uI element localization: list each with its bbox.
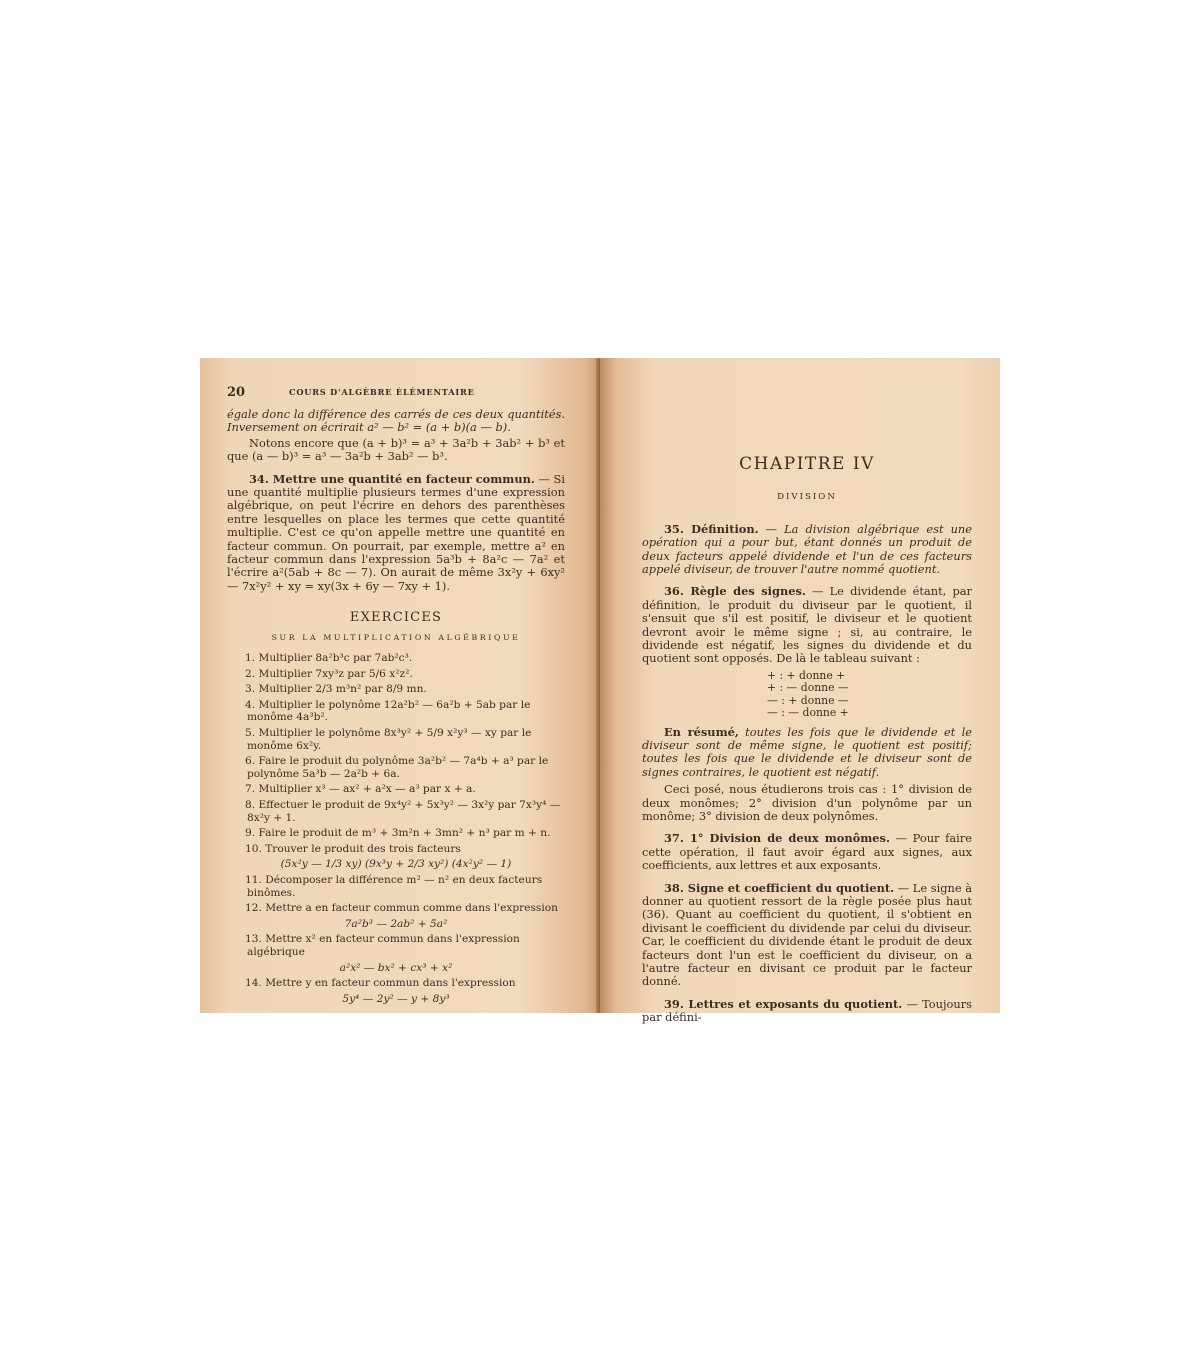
section-35	[642, 523, 972, 577]
exercise-list	[227, 652, 565, 1005]
sign-rule: — : + donne —	[767, 693, 849, 707]
section-heading: 35. Définition.	[664, 521, 759, 536]
exercise-item: 5. Multiplier le polynôme 8x³y² + 5/9 x²y³ — xy par le monôme 6x²y.	[245, 727, 532, 752]
left-page	[200, 358, 600, 1013]
summary-text: toutes les fois que le dividende et le diviseur sont de même signe, le quotient est positif; toutes les fois que le dividende et le diviseur sont de signes contraires, le quotient est négatif.	[642, 724, 972, 779]
summary-paragraph	[642, 726, 972, 780]
exercise-item: 9. Faire le produit de m³ + 3m²n + 3mn² + n³ par m + n.	[245, 827, 551, 840]
open-book	[200, 358, 1000, 1025]
section-heading: 38. Signe et coefficient du quotient.	[664, 880, 895, 895]
sign-rule: — : — donne +	[767, 706, 849, 720]
section-text: — Pour faire cette opération, il faut avoir égard aux signes, aux coefficients, aux lettres et aux exposants.	[642, 831, 972, 873]
section-text: — Le signe à donner au quotient ressort de la règle posée plus haut (36). Quant au coefficient du quotient, il s'obtient en divisant le coefficient du dividende par celui du diviseur. Car, le coefficient du dividende étant le produit de deux facteurs dont l'un est le coefficient du diviseur, on a l'autre facteur en divisant ce produit par le facteur donné.	[642, 880, 972, 989]
paragraph: égale donc la différence des carrés de ces deux quantités. Inversement on écrirait a² — b² = (a + b)(a — b).	[227, 407, 565, 435]
section-34	[227, 473, 565, 594]
exercise-formula: 7a²b³ — 2ab² + 5a²	[344, 917, 448, 930]
section-39	[642, 998, 972, 1025]
exercise-item: 3. Multiplier 2/3 m³n² par 8/9 mn.	[245, 683, 427, 696]
exercise-formula: a²x² — bx² + cx³ + x²	[339, 961, 453, 974]
right-page	[600, 358, 1000, 1025]
chapter-subtitle: DIVISION	[777, 492, 837, 503]
exercise-item: 13. Mettre x² en facteur commun dans l'expression algébrique	[245, 933, 520, 958]
chapter-title: CHAPITRE IV	[739, 454, 875, 474]
section-37	[642, 832, 972, 872]
exercise-item: 1. Multiplier 8a²b³c par 7ab²c³.	[245, 652, 413, 665]
section-heading: 34. Mettre une quantité en facteur commun.	[249, 471, 535, 486]
section-text: — Toujours par défini-	[642, 996, 972, 1025]
exercise-item: 7. Multiplier x³ — ax² + a²x — a³ par x + a.	[245, 783, 476, 796]
exercises-subtitle: SUR LA MULTIPLICATION ALGÉBRIQUE	[271, 632, 521, 642]
exercise-item: 10. Trouver le produit des trois facteurs	[245, 842, 461, 855]
exercises-title: EXERCICES	[349, 610, 443, 626]
exercise-item: 8. Effectuer le produit de 9x⁴y² + 5x³y² — 3x²y par 7x³y⁴ — 8x²y + 1.	[245, 799, 561, 824]
exercise-formula: 5y⁴ — 2y² — y + 8y³	[342, 992, 450, 1005]
section-text: — Le dividende étant, par définition, le produit du diviseur par le quotient, il s'ensuit que s'il est positif, le diviseur et le quotient devront avoir le même signe ; si, au contraire, le dividende est négatif, les signes du dividende et du quotient sont opposés. De là le tableau suivant :	[642, 584, 972, 666]
section-36	[642, 585, 972, 665]
section-text: — Si une quantité multiplie plusieurs termes d'une expression algébrique, on peut l'écrire en dehors des parenthèses entre lesquelles on place les termes que cette quantité multiplie. C'est ce qu'on appelle mettre une quantité en facteur commun. On pourrait, par exemple, mettre a² en facteur commun dans l'expression 5a³b + 8a²c — 7a² et l'écrire a²(5ab + 8c — 7). On aurait de même 3x²y + 6xy² — 7x²y² + xy = xy(3x + 6y — 7xy + 1).	[227, 471, 565, 593]
section-heading: 39. Lettres et exposants du quotient.	[664, 996, 903, 1011]
sign-rule: + : + donne +	[767, 668, 846, 682]
exercise-item: 6. Faire le produit du polynôme 3a²b² — 7a⁴b + a³ par le polynôme 5a³b — 2a²b + 6a.	[245, 755, 549, 780]
page-number: 20	[227, 385, 246, 400]
running-title: COURS D'ALGÈBRE ÉLÉMENTAIRE	[289, 387, 475, 397]
section-heading: 36. Règle des signes.	[664, 584, 806, 599]
exercise-item: 12. Mettre a en facteur commun comme dans l'expression	[245, 902, 558, 915]
cases-paragraph: Ceci posé, nous étudierons trois cas : 1° division de deux monômes; 2° division d'un polynôme par un monôme; 3° division de deux polynômes.	[642, 782, 972, 823]
paragraph: Notons encore que (a + b)³ = a³ + 3a²b + 3ab² + b³ et que (a — b)³ = a³ — 3a²b + 3ab² — b³.	[227, 435, 565, 464]
running-header	[227, 385, 565, 399]
exercise-item: 2. Multiplier 7xy³z par 5/6 x²z².	[245, 667, 413, 680]
right-text	[642, 358, 972, 1025]
exercise-item: 11. Décomposer la différence m² — n² en deux facteurs binômes.	[245, 874, 543, 899]
section-38	[642, 882, 972, 989]
exercise-item: 4. Multiplier le polynôme 12a²b² — 6a²b + 5ab par le monôme 4a³b².	[245, 698, 531, 724]
left-text	[227, 408, 565, 1005]
section-text: — La division algébrique est une opération qui a pour but, étant donnés un produit de deux facteurs appelé dividende et l'un de ces facteurs appelé diviseur, de trouver l'autre nommé quotient.	[642, 521, 973, 577]
summary-lead: En résumé,	[664, 724, 739, 739]
sign-table	[767, 670, 847, 720]
exercise-item: 14. Mettre y en facteur commun dans l'expression	[245, 977, 516, 990]
sign-rule: + : — donne —	[767, 681, 849, 695]
section-heading: 37. 1° Division de deux monômes.	[664, 831, 890, 846]
exercise-formula: (5x²y — 1/3 xy) (9x³y + 2/3 xy²) (4x²y² — 1)	[280, 858, 512, 871]
